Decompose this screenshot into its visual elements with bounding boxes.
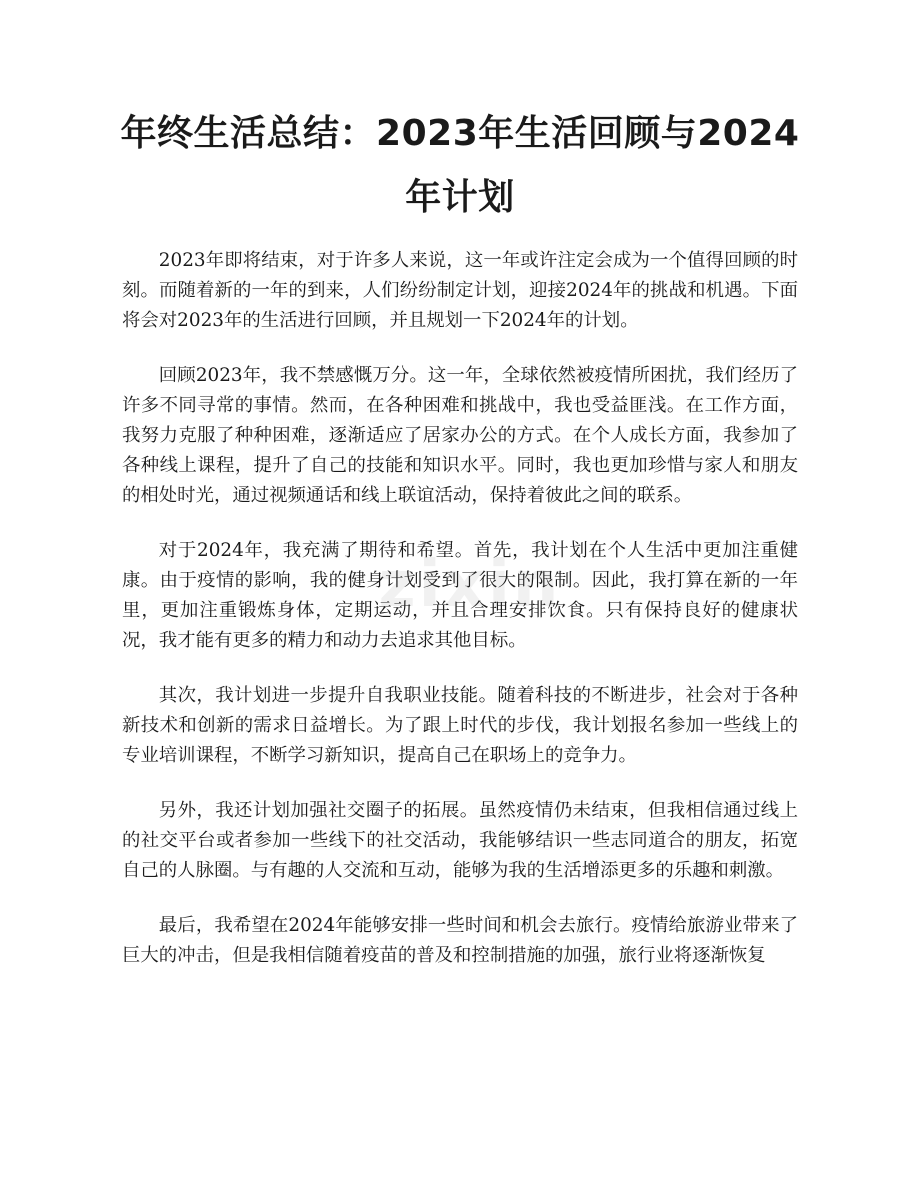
- paragraph-review-2023: 回顾2023年，我不禁感慨万分。这一年，全球依然被疫情所困扰，我们经历了许多不同寻常的事情。然而，在各种困难和挑战中，我也受益匪浅。在工作方面，我努力克服了种种困难，逐渐适应了居家办公的方式。在个人成长方面，我参加了各种线上课程，提升了自己的技能和知识水平。同时，我也更加珍惜与家人和朋友的相处时光，通过视频通话和线上联谊活动，保持着彼此之间的联系。: [122, 365, 798, 506]
- watermark-logo: zixin: [378, 548, 562, 622]
- paragraph-intro: 2023年即将结束，对于许多人来说，这一年或许注定会成为一个值得回顾的时刻。而随着新的一年的到来，人们纷纷制定计划，迎接2024年的挑战和机遇。下面将会对2023年的生活进行回顾，并且规划一下2024年的计划。: [122, 250, 798, 331]
- paragraph-health-plan: 对于2024年，我充满了期待和希望。首先，我计划在个人生活中更加注重健康。由于疫情的影响，我的健身计划受到了很大的限制。因此，我打算在新的一年里，更加注重锻炼身体，定期运动，并且合理安排饮食。只有保持良好的健康状况，我才能有更多的精力和动力去追求其他目标。: [122, 540, 798, 651]
- document-title: 年终生活总结：2023年生活回顾与2024年计划: [120, 113, 800, 218]
- paragraph-social-plan: 另外，我还计划加强社交圈子的拓展。虽然疫情仍未结束，但我相信通过线上的社交平台或者参加一些线下的社交活动，我能够结识一些志同道合的朋友，拓宽自己的人脉圈。与有趣的人交流和互动，能够为我的生活增添更多的乐趣和刺激。: [122, 800, 798, 881]
- document-body: [122, 246, 798, 996]
- paragraph-career-plan: 其次，我计划进一步提升自我职业技能。随着科技的不断进步，社会对于各种新技术和创新的需求日益增长。为了跟上时代的步伐，我计划报名参加一些线上的专业培训课程，不断学习新知识，提高自己在职场上的竞争力。: [122, 685, 798, 766]
- paragraph-travel-plan: 最后，我希望在2024年能够安排一些时间和机会去旅行。疫情给旅游业带来了巨大的冲击，但是我相信随着疫苗的普及和控制措施的加强，旅行业将逐渐恢复: [122, 915, 798, 966]
